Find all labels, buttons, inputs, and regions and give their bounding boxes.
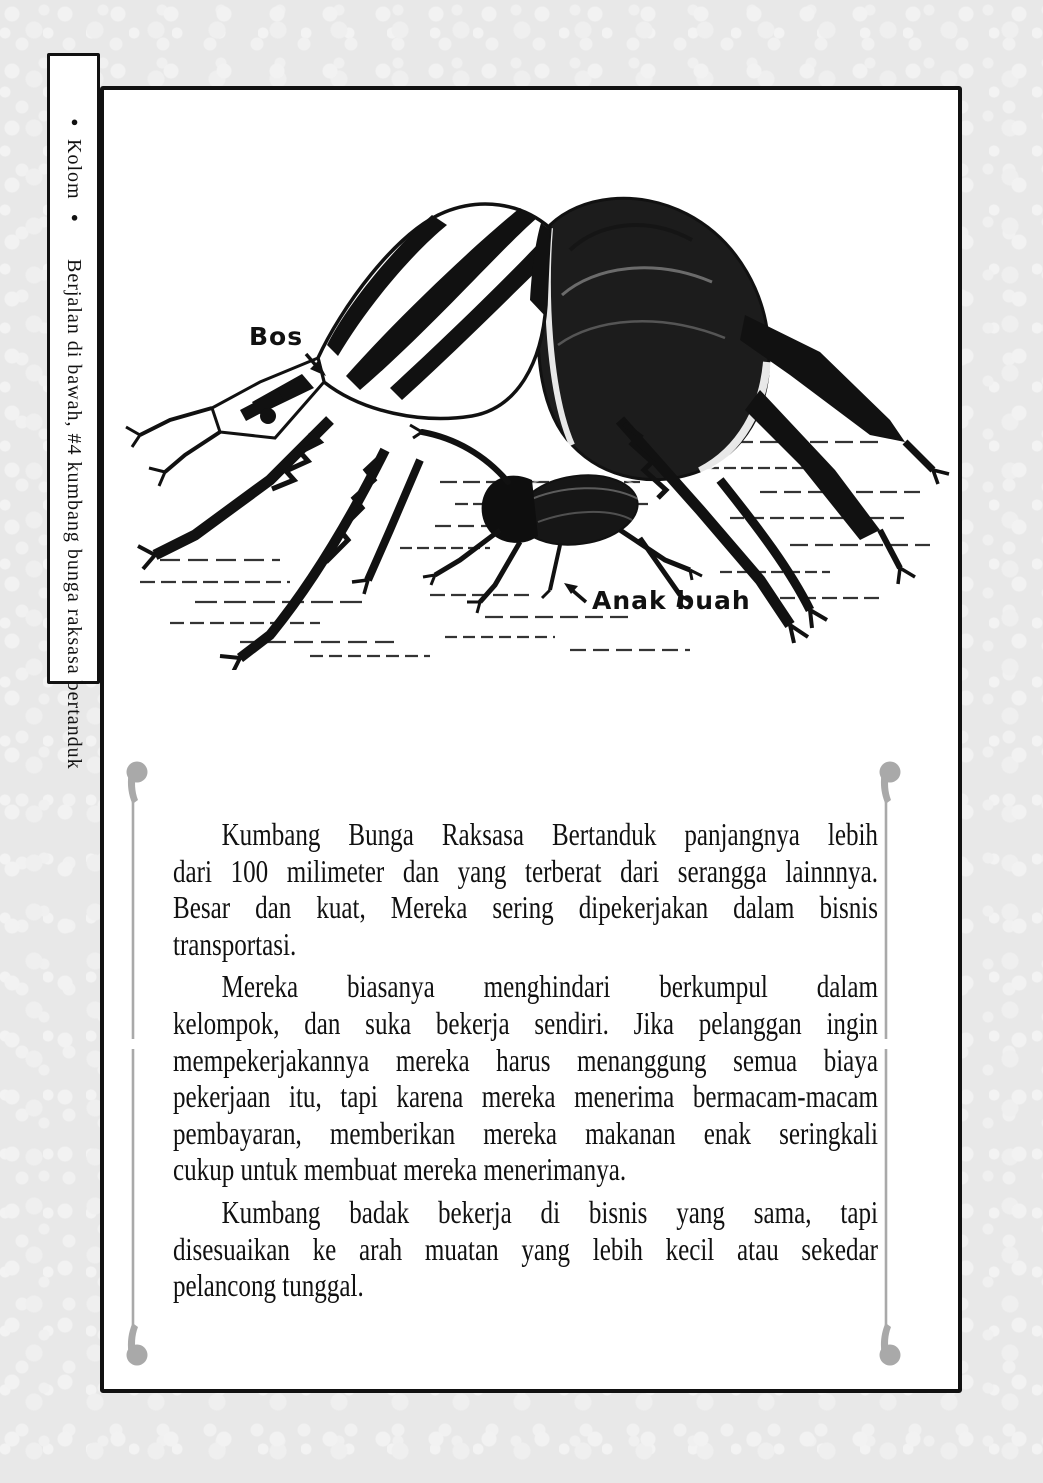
- paragraph: [173, 968, 878, 1188]
- right-bracket-ornament: [873, 757, 909, 1371]
- column-title: Berjalan di bawah, #4 kumbang bunga raksasa bertanduk: [63, 258, 85, 770]
- text-line: pembayaran, memberikan mereka makanan enak seringkali: [173, 1114, 878, 1151]
- beetle-illustration: [100, 90, 962, 670]
- minion-label: Anak buah: [592, 586, 751, 615]
- text-line: Kumbang badak bekerja di bisnis yang sama, tapi: [221, 1193, 878, 1230]
- side-tab-column-title: [47, 53, 100, 770]
- text-line: cukup untuk membuat mereka menerimanya.: [173, 1151, 627, 1188]
- paragraph: [173, 1194, 878, 1304]
- text-line: dari 100 milimeter dan yang terberat dari serangga lainnnya.: [173, 852, 878, 889]
- text-line: pelancong tunggal.: [173, 1267, 364, 1304]
- text-line: disesuaikan ke arah muatan yang lebih kecil atau sekedar: [173, 1230, 878, 1267]
- article-text-column: [173, 816, 878, 1316]
- text-line: Kumbang Bunga Raksasa Bertanduk panjangnya lebih: [221, 816, 878, 852]
- giant-beetle-drawing: [126, 198, 949, 670]
- text-line: Besar dan kuat, Mereka sering dipekerjakan dalam bisnis: [173, 889, 878, 926]
- text-line: kelompok, dan suka bekerja sendiri. Jika pelanggan ingin: [173, 1004, 878, 1041]
- text-line: mempekerjakannya mereka harus menanggung semua biaya: [173, 1041, 878, 1078]
- bullet-icon: ●: [67, 114, 82, 129]
- left-bracket-ornament: [120, 757, 156, 1371]
- boss-label: Bos: [249, 322, 304, 351]
- anak-buah-arrow-icon: [564, 583, 586, 602]
- column-label: Kolom: [63, 139, 85, 200]
- side-tab-text: [62, 56, 85, 770]
- text-line: transportasi.: [173, 925, 297, 962]
- bullet-icon: ●: [67, 209, 82, 225]
- text-line: Mereka biasanya menghindari berkumpul dalam: [221, 968, 878, 1005]
- article-text: [173, 816, 878, 1304]
- text-line: pekerjaan itu, tapi karena mereka menerima bermacam-macam: [173, 1078, 878, 1115]
- paragraph: [173, 816, 878, 962]
